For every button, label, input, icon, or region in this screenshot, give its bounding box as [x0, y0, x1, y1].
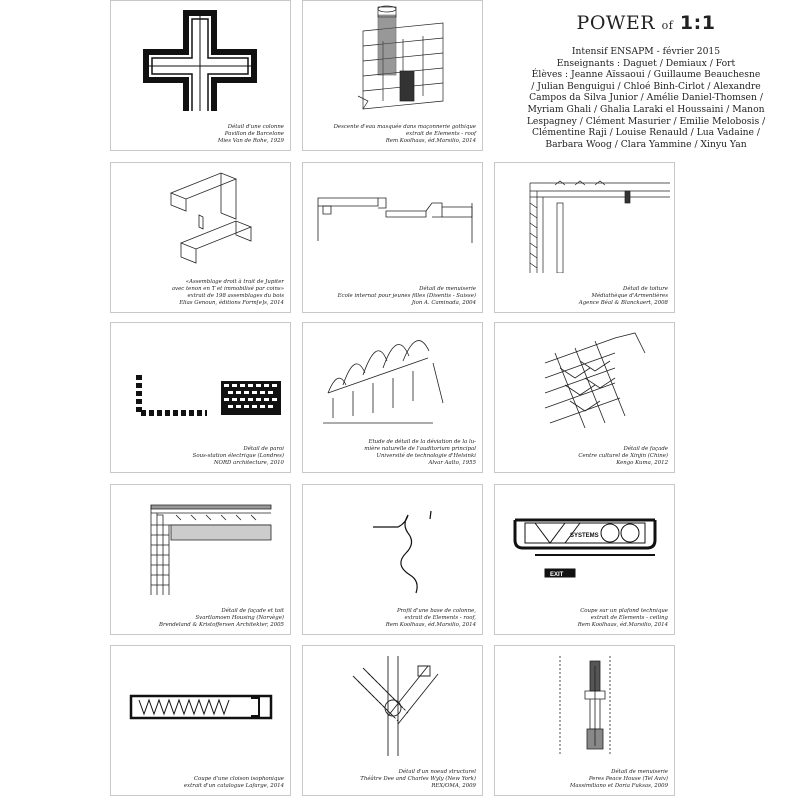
facade-roof-section-drawing: [111, 485, 291, 595]
card-base-colonne[interactable]: [302, 484, 483, 635]
caption-line: Massimiliano et Doria Fuksas, 2009: [569, 783, 668, 789]
credit-line: Intensif ENSAPM - février 2015: [571, 46, 721, 57]
cross-column-drawing: [111, 1, 291, 111]
caption-line: Pavillon de Barcelone: [224, 131, 284, 137]
caption-line: Kengo Kuma, 2012: [616, 460, 668, 466]
caption-line: extrait d'un catalogue Lafarge, 2014: [183, 783, 284, 789]
caption-line: Centre culturel de Xinjin (Chine): [578, 453, 668, 459]
caption-line: extrait de Elements - ceiling: [590, 615, 668, 621]
caption-line: Coupe sur un plafond technique: [580, 608, 668, 614]
caption-line: Coupe d'une cloison isophonique: [193, 776, 284, 782]
caption-line: Université de technologie d'Helsinki: [376, 453, 476, 459]
credit-line: Clémentine Raji / Louise Renauld / Lua Vadaine /: [531, 127, 761, 139]
card-noeud-structurel[interactable]: [302, 645, 483, 796]
title-scale: 1:1: [679, 12, 716, 34]
caption-line: Théâtre Dee and Charles Wyly (New York): [360, 776, 476, 782]
caption-line: Etude de détail de la déviation de la lu-: [368, 439, 476, 445]
card-menuiserie-ecole[interactable]: [302, 162, 483, 313]
caption-line: Détail de menuiserie: [419, 286, 476, 292]
structural-node-drawing: [303, 646, 483, 756]
caption-line: mière naturelle de l'auditorium principal: [364, 446, 476, 452]
card-facade-toit[interactable]: [110, 484, 291, 635]
technical-ceiling-section-drawing: [495, 485, 675, 595]
caption-line: Médiathèque d'Armentières: [591, 293, 668, 299]
caption-line: Rem Koolhaas, éd.Marsilio, 2014: [385, 622, 476, 628]
caption-line: avec tenon en T et immobilisé par coins»: [171, 286, 284, 292]
credit-line: Élèves : Jeanne Aïssaoui / Guillaume Beauchesne: [531, 69, 761, 81]
caption-line: «Assemblage droit à trait de Jupiter: [185, 279, 284, 285]
card-assemblage[interactable]: [110, 162, 291, 313]
caption-line: Détail de façade et toit: [221, 608, 284, 614]
caption-line: Ecole internat pour jeunes filles (Disentis - Suisse): [337, 293, 476, 299]
card-toiture[interactable]: [494, 162, 675, 313]
caption-line: Svartlamoen Housing (Norvège): [195, 615, 284, 621]
caption-line: Détail de menuiserie: [611, 769, 668, 775]
caption-line: Détail de façade: [623, 446, 668, 452]
skylight-shells-drawing: [303, 323, 483, 433]
card-colonne-barcelone[interactable]: [110, 0, 291, 151]
window-joinery-drawing: [303, 163, 483, 273]
page-title: [492, 12, 800, 34]
caption-line: Sous-station électrique (Londres): [192, 453, 284, 459]
caption-line: Alvar Aalto, 1955: [428, 460, 476, 466]
title-of: of: [661, 19, 674, 32]
caption-line: extrait de Elements - roof: [405, 131, 476, 137]
roof-detail-drawing: [495, 163, 675, 273]
joinery-section-drawing: [495, 646, 675, 756]
card-plafond-technique[interactable]: [494, 484, 675, 635]
card-lumiere-aalto[interactable]: [302, 322, 483, 473]
tile-facade-drawing: [495, 323, 675, 433]
caption-line: Elias Genoun, éditions Form[e]s, 2014: [179, 300, 284, 306]
caption-line: extrait de 198 assemblages du bois: [187, 293, 284, 299]
card-descente-eau[interactable]: [302, 0, 483, 151]
credit-line: Lespagney / Clément Masurier / Emilie Melobosis /: [526, 115, 766, 127]
partition-section-drawing: [111, 646, 291, 756]
caption-line: Agence Béal & Blanckaert, 2008: [578, 300, 668, 306]
caption-line: Détail d'une colonne: [227, 124, 284, 130]
wood-joint-drawing: [111, 163, 291, 273]
caption-line: Détail d'un noeud structurel: [398, 769, 476, 775]
caption-line: REX/OMA, 2009: [431, 783, 476, 789]
caption-line: Rem Koolhaas, éd.Marsilio, 2014: [385, 138, 476, 144]
exit-label: EXIT: [550, 572, 564, 578]
caption-line: Rem Koolhaas, éd.Marsilio, 2014: [577, 622, 668, 628]
credit-line: / Julian Benguigui / Chloé Binh-Cirlot / Alexandre: [531, 80, 761, 92]
caption-line: NORD architecture, 2010: [213, 460, 284, 466]
caption-line: Profil d'une base de colonne,: [396, 608, 476, 614]
caption-line: Détail de toiture: [623, 286, 668, 292]
column-base-profile-drawing: [303, 485, 483, 595]
caption-line: Détail de paroi: [243, 446, 284, 452]
card-facade-xinjin[interactable]: [494, 322, 675, 473]
card-cloison[interactable]: [110, 645, 291, 796]
caption-line: Jion A. Caminada, 2004: [411, 300, 476, 306]
credit-line: Campos da Silva Junior / Amélie Daniel-Thomsen /: [529, 92, 763, 104]
caption-line: extrait de Elements - roof,: [404, 615, 476, 621]
systems-label: SYSTEMS: [570, 533, 599, 539]
card-paroi[interactable]: [110, 322, 291, 473]
wall-section-drawing: [111, 323, 291, 433]
card-menuiserie-peres[interactable]: [494, 645, 675, 796]
title-main: POWER: [576, 12, 656, 34]
credit-line: Myriam Ghali / Ghalia Laraki el Houssaini / Manon: [527, 103, 765, 115]
caption-line: Mies Van de Rohe, 1929: [217, 138, 284, 144]
credit-line: Enseignants : Daguet / Demiaux / Fort: [556, 57, 736, 69]
title-block: [492, 0, 800, 160]
gothic-masonry-drawing: [303, 1, 483, 111]
caption-line: Descente d'eau masquée dans maçonnerie gothique: [333, 124, 476, 130]
credit-line: Barbara Woog / Clara Yammine / Xinyu Yan: [545, 138, 747, 150]
caption-line: Brendeland & Kristoffersen Architekter, 2005: [159, 622, 284, 628]
credits: [492, 46, 800, 150]
caption-line: Peres Peace House (Tel Aviv): [588, 776, 668, 782]
